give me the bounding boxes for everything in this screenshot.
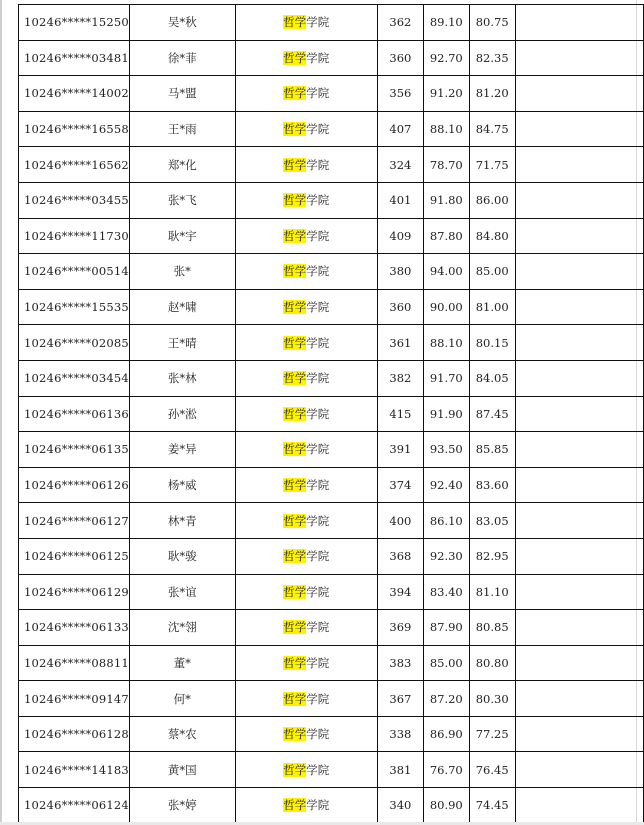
student-name-cell: 蔡*农 [129, 716, 235, 752]
student-name-cell: 耿*骏 [129, 538, 235, 574]
college-cell [235, 788, 377, 824]
college-highlight-text: 哲学 [283, 300, 307, 315]
college-text: 学院 [306, 335, 330, 350]
student-id-cell: 10246*****06127 [19, 503, 130, 539]
total-score-cell: 381 [377, 752, 423, 788]
student-name-cell: 徐*菲 [129, 40, 235, 76]
total-score-cell: 362 [377, 5, 423, 41]
note-cell [515, 432, 643, 468]
score-2-cell: 77.25 [469, 716, 515, 752]
score-1-cell: 91.80 [423, 182, 469, 218]
college-highlight-text: 哲学 [283, 122, 307, 137]
college-highlight-text: 哲学 [283, 655, 307, 670]
student-id-cell: 10246*****03454 [19, 360, 130, 396]
total-score-cell: 380 [377, 254, 423, 290]
college-highlight-text: 哲学 [283, 620, 307, 635]
student-name-cell: 张* [129, 254, 235, 290]
college-text: 学院 [306, 798, 330, 813]
total-score-cell: 369 [377, 610, 423, 646]
score-1-cell: 76.70 [423, 752, 469, 788]
score-2-cell: 80.80 [469, 645, 515, 681]
student-name-cell: 董* [129, 645, 235, 681]
college-cell [235, 289, 377, 325]
table-row [19, 111, 644, 147]
college-highlight-text: 哲学 [283, 193, 307, 208]
note-cell [515, 716, 643, 752]
student-name-cell: 姜*异 [129, 432, 235, 468]
student-id-cell: 10246*****03481 [19, 40, 130, 76]
college-cell [235, 111, 377, 147]
score-2-cell: 74.45 [469, 788, 515, 824]
college-text: 学院 [306, 122, 330, 137]
note-cell [515, 182, 643, 218]
table-row [19, 538, 644, 574]
score-2-cell: 81.20 [469, 76, 515, 112]
college-text: 学院 [306, 193, 330, 208]
note-cell [515, 218, 643, 254]
student-id-cell: 10246*****06124 [19, 788, 130, 824]
table-row [19, 254, 644, 290]
college-highlight-text: 哲学 [283, 549, 307, 564]
student-name-cell: 张*林 [129, 360, 235, 396]
note-cell [515, 147, 643, 183]
score-table-body [19, 5, 644, 824]
student-id-cell: 10246*****09147 [19, 681, 130, 717]
college-highlight-text: 哲学 [283, 727, 307, 742]
table-row [19, 752, 644, 788]
college-cell [235, 432, 377, 468]
college-cell [235, 147, 377, 183]
score-2-cell: 85.00 [469, 254, 515, 290]
college-text: 学院 [306, 228, 330, 243]
college-text: 学院 [306, 371, 330, 386]
college-text: 学院 [306, 549, 330, 564]
college-cell [235, 645, 377, 681]
note-cell [515, 360, 643, 396]
college-highlight-text: 哲学 [283, 264, 307, 279]
note-cell [515, 254, 643, 290]
student-id-cell: 10246*****15250 [19, 5, 130, 41]
college-highlight-text: 哲学 [283, 86, 307, 101]
college-cell [235, 325, 377, 361]
score-1-cell: 83.40 [423, 574, 469, 610]
college-highlight-text: 哲学 [283, 406, 307, 421]
student-name-cell: 耿*宇 [129, 218, 235, 254]
score-1-cell: 78.70 [423, 147, 469, 183]
college-text: 学院 [306, 762, 330, 777]
college-highlight-text: 哲学 [283, 371, 307, 386]
college-text: 学院 [306, 478, 330, 493]
score-2-cell: 87.45 [469, 396, 515, 432]
score-2-cell: 82.95 [469, 538, 515, 574]
score-1-cell: 91.90 [423, 396, 469, 432]
note-cell [515, 681, 643, 717]
total-score-cell: 394 [377, 574, 423, 610]
table-row [19, 289, 644, 325]
college-highlight-text: 哲学 [283, 691, 307, 706]
total-score-cell: 401 [377, 182, 423, 218]
table-row [19, 182, 644, 218]
score-2-cell: 71.75 [469, 147, 515, 183]
table-row [19, 76, 644, 112]
college-cell [235, 396, 377, 432]
college-highlight-text: 哲学 [283, 478, 307, 493]
total-score-cell: 382 [377, 360, 423, 396]
college-text: 学院 [306, 15, 330, 30]
table-row [19, 574, 644, 610]
note-cell [515, 5, 643, 41]
total-score-cell: 361 [377, 325, 423, 361]
score-1-cell: 86.10 [423, 503, 469, 539]
student-id-cell: 10246*****06126 [19, 467, 130, 503]
college-highlight-text: 哲学 [283, 798, 307, 813]
college-cell [235, 254, 377, 290]
college-cell [235, 218, 377, 254]
total-score-cell: 340 [377, 788, 423, 824]
total-score-cell: 409 [377, 218, 423, 254]
table-row [19, 610, 644, 646]
table-row [19, 432, 644, 468]
college-highlight-text: 哲学 [283, 335, 307, 350]
table-row [19, 40, 644, 76]
score-2-cell: 80.15 [469, 325, 515, 361]
college-cell [235, 40, 377, 76]
score-2-cell: 84.80 [469, 218, 515, 254]
college-cell [235, 574, 377, 610]
score-1-cell: 80.90 [423, 788, 469, 824]
college-highlight-text: 哲学 [283, 513, 307, 528]
student-id-cell: 10246*****06125 [19, 538, 130, 574]
score-2-cell: 81.10 [469, 574, 515, 610]
student-name-cell: 林*青 [129, 503, 235, 539]
college-cell [235, 681, 377, 717]
student-name-cell: 张*飞 [129, 182, 235, 218]
student-name-cell: 孙*淞 [129, 396, 235, 432]
college-cell [235, 610, 377, 646]
student-id-cell: 10246*****06128 [19, 716, 130, 752]
table-row [19, 645, 644, 681]
note-cell [515, 289, 643, 325]
college-cell [235, 467, 377, 503]
college-text: 学院 [306, 50, 330, 65]
score-2-cell: 85.85 [469, 432, 515, 468]
college-text: 学院 [306, 620, 330, 635]
score-2-cell: 84.05 [469, 360, 515, 396]
student-name-cell: 张*谊 [129, 574, 235, 610]
college-text: 学院 [306, 727, 330, 742]
score-1-cell: 85.00 [423, 645, 469, 681]
page-edge-divider [0, 0, 2, 825]
college-text: 学院 [306, 584, 330, 599]
table-row [19, 360, 644, 396]
student-name-cell: 赵*啸 [129, 289, 235, 325]
score-1-cell: 88.10 [423, 325, 469, 361]
table-row [19, 5, 644, 41]
note-cell [515, 467, 643, 503]
total-score-cell: 391 [377, 432, 423, 468]
student-name-cell: 郑*化 [129, 147, 235, 183]
college-cell [235, 752, 377, 788]
college-highlight-text: 哲学 [283, 584, 307, 599]
table-row [19, 147, 644, 183]
score-1-cell: 93.50 [423, 432, 469, 468]
note-cell [515, 610, 643, 646]
college-text: 学院 [306, 157, 330, 172]
note-cell [515, 752, 643, 788]
student-id-cell: 10246*****14183 [19, 752, 130, 788]
college-cell [235, 5, 377, 41]
total-score-cell: 415 [377, 396, 423, 432]
table-row [19, 716, 644, 752]
student-name-cell: 吴*秋 [129, 5, 235, 41]
table-row [19, 325, 644, 361]
note-cell [515, 76, 643, 112]
score-1-cell: 92.30 [423, 538, 469, 574]
total-score-cell: 360 [377, 40, 423, 76]
score-2-cell: 80.30 [469, 681, 515, 717]
college-text: 学院 [306, 300, 330, 315]
score-1-cell: 91.20 [423, 76, 469, 112]
score-1-cell: 86.90 [423, 716, 469, 752]
college-highlight-text: 哲学 [283, 442, 307, 457]
college-cell [235, 360, 377, 396]
note-cell [515, 645, 643, 681]
table-row [19, 467, 644, 503]
student-name-cell: 王*雨 [129, 111, 235, 147]
note-cell [515, 396, 643, 432]
score-1-cell: 88.10 [423, 111, 469, 147]
note-cell [515, 538, 643, 574]
college-highlight-text: 哲学 [283, 15, 307, 30]
note-cell [515, 503, 643, 539]
score-2-cell: 76.45 [469, 752, 515, 788]
student-id-cell: 10246*****06129 [19, 574, 130, 610]
score-2-cell: 81.00 [469, 289, 515, 325]
total-score-cell: 374 [377, 467, 423, 503]
college-highlight-text: 哲学 [283, 50, 307, 65]
table-row [19, 503, 644, 539]
score-1-cell: 89.10 [423, 5, 469, 41]
student-id-cell: 10246*****11730 [19, 218, 130, 254]
student-id-cell: 10246*****14002 [19, 76, 130, 112]
student-id-cell: 10246*****03455 [19, 182, 130, 218]
total-score-cell: 338 [377, 716, 423, 752]
total-score-cell: 356 [377, 76, 423, 112]
score-2-cell: 80.75 [469, 5, 515, 41]
student-id-cell: 10246*****06136 [19, 396, 130, 432]
score-2-cell: 86.00 [469, 182, 515, 218]
student-id-cell: 10246*****16558 [19, 111, 130, 147]
score-1-cell: 87.80 [423, 218, 469, 254]
college-highlight-text: 哲学 [283, 228, 307, 243]
score-1-cell: 87.90 [423, 610, 469, 646]
college-cell [235, 716, 377, 752]
total-score-cell: 367 [377, 681, 423, 717]
college-cell [235, 76, 377, 112]
college-text: 学院 [306, 406, 330, 421]
table-row [19, 396, 644, 432]
score-2-cell: 80.85 [469, 610, 515, 646]
college-text: 学院 [306, 655, 330, 670]
total-score-cell: 383 [377, 645, 423, 681]
total-score-cell: 324 [377, 147, 423, 183]
college-text: 学院 [306, 86, 330, 101]
college-text: 学院 [306, 513, 330, 528]
student-name-cell: 何* [129, 681, 235, 717]
student-name-cell: 王*晴 [129, 325, 235, 361]
score-1-cell: 90.00 [423, 289, 469, 325]
student-id-cell: 10246*****08811 [19, 645, 130, 681]
student-name-cell: 黄*国 [129, 752, 235, 788]
score-2-cell: 83.60 [469, 467, 515, 503]
student-name-cell: 杨*威 [129, 467, 235, 503]
total-score-cell: 407 [377, 111, 423, 147]
student-id-cell: 10246*****06135 [19, 432, 130, 468]
note-cell [515, 574, 643, 610]
score-1-cell: 94.00 [423, 254, 469, 290]
college-highlight-text: 哲学 [283, 157, 307, 172]
college-cell [235, 538, 377, 574]
college-text: 学院 [306, 264, 330, 279]
student-id-cell: 10246*****00514 [19, 254, 130, 290]
score-1-cell: 87.20 [423, 681, 469, 717]
score-2-cell: 84.75 [469, 111, 515, 147]
college-highlight-text: 哲学 [283, 762, 307, 777]
college-text: 学院 [306, 442, 330, 457]
student-id-cell: 10246*****16562 [19, 147, 130, 183]
note-cell [515, 40, 643, 76]
college-text: 学院 [306, 691, 330, 706]
student-name-cell: 沈*翎 [129, 610, 235, 646]
total-score-cell: 360 [377, 289, 423, 325]
student-id-cell: 10246*****15535 [19, 289, 130, 325]
score-2-cell: 83.05 [469, 503, 515, 539]
note-cell [515, 788, 643, 824]
student-name-cell: 张*婷 [129, 788, 235, 824]
student-name-cell: 马*盟 [129, 76, 235, 112]
table-row [19, 681, 644, 717]
note-cell [515, 111, 643, 147]
college-cell [235, 182, 377, 218]
score-1-cell: 92.40 [423, 467, 469, 503]
table-row [19, 218, 644, 254]
student-id-cell: 10246*****02085 [19, 325, 130, 361]
student-id-cell: 10246*****06133 [19, 610, 130, 646]
total-score-cell: 400 [377, 503, 423, 539]
score-1-cell: 92.70 [423, 40, 469, 76]
score-2-cell: 82.35 [469, 40, 515, 76]
college-cell [235, 503, 377, 539]
score-1-cell: 91.70 [423, 360, 469, 396]
note-cell [515, 325, 643, 361]
table-row [19, 788, 644, 824]
total-score-cell: 368 [377, 538, 423, 574]
score-table [18, 4, 644, 824]
